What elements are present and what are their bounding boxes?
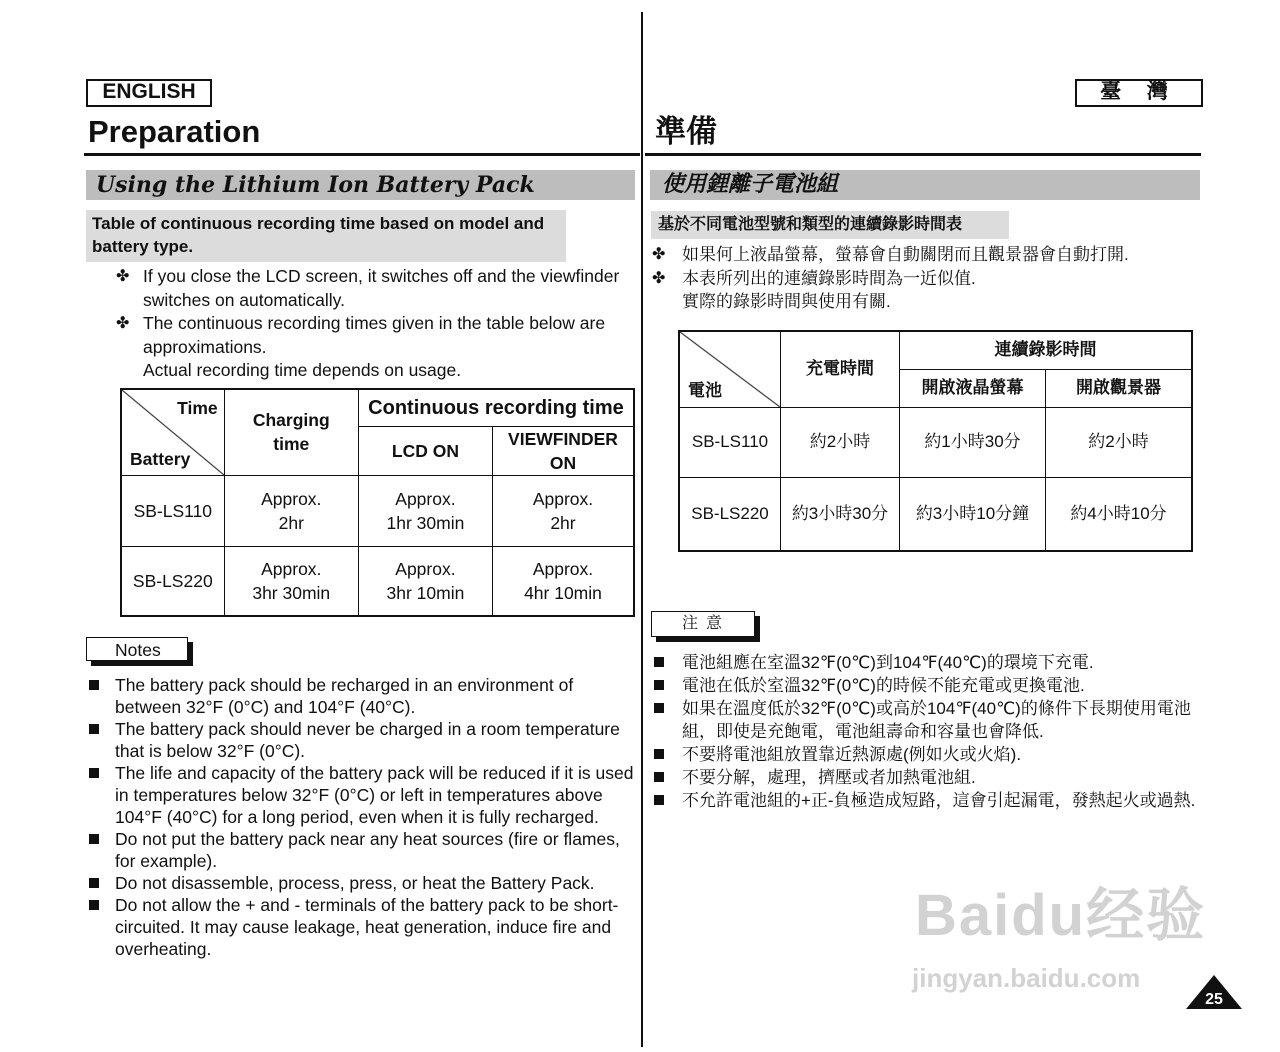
bullet-list-english: [86, 265, 638, 383]
header-viewfinder-on: 開啟觀景器: [1046, 369, 1193, 407]
cell-charging: 約2小時: [781, 407, 900, 477]
square-bullet-icon: [654, 680, 664, 690]
list-item: The battery pack should never be charged in a room temperature that is below 32°F (0°C).: [86, 718, 638, 762]
recording-time-table-english: [120, 388, 635, 617]
bullet-item-continuation: 實際的錄影時間與使用有關.: [682, 292, 891, 311]
square-bullet-icon: [89, 724, 99, 734]
title-rule-english: [84, 153, 640, 156]
table-caption-english: Table of continuous recording time based on model and battery type.: [86, 210, 566, 262]
cell-viewfinder: Approx. 4hr 10min: [492, 546, 634, 616]
notes-label-english: Notes: [86, 637, 188, 661]
language-label-taiwan: 臺 灣: [1075, 79, 1203, 107]
cell-viewfinder: 約4小時10分: [1046, 477, 1193, 551]
header-lcd-on: LCD ON: [358, 426, 492, 475]
cell-charging: Approx. 2hr: [224, 475, 358, 546]
notes-list-english: [86, 674, 638, 960]
bullet-item: ✤ The continuous recording times given in the table below are approximations.: [116, 313, 606, 357]
square-bullet-icon: [654, 772, 664, 782]
title-rule-taiwan: [645, 153, 1201, 156]
list-item: 電池在低於室溫32℉(0℃)的時候不能充電或更換電池.: [651, 674, 1199, 697]
cell-charging: Approx. 3hr 30min: [224, 546, 358, 616]
square-bullet-icon: [89, 900, 99, 910]
list-item: 如果在溫度低於32℉(0℃)或高於104℉(40℃)的條件下長期使用電池組，即使是充飽電，電池組壽命和容量也會降低.: [651, 697, 1199, 743]
recording-time-table-taiwan: [678, 330, 1193, 552]
page-title-taiwan: 準備: [655, 114, 717, 149]
cell-lcd: Approx. 3hr 10min: [358, 546, 492, 616]
cell-battery: SB-LS220: [679, 477, 781, 551]
table-caption-taiwan: 基於不同電池型號和類型的連續錄影時間表: [651, 211, 1009, 239]
header-lcd-on: 開啟液晶螢幕: [900, 369, 1046, 407]
square-bullet-icon: [654, 657, 664, 667]
cell-battery: SB-LS110: [121, 475, 224, 546]
table-row: [121, 475, 634, 546]
bullet-marker-icon: ✤: [652, 269, 666, 287]
bullet-item: ✤ 本表所列出的連續錄影時間為一近似值.: [650, 267, 1202, 291]
header-charging-time: Charging time: [224, 389, 358, 475]
corner-label-battery: 電池: [688, 380, 722, 400]
cell-viewfinder: 約2小時: [1046, 407, 1193, 477]
section-title-english: Using the Lithium Ion Battery Pack: [86, 170, 635, 200]
language-label-english: ENGLISH: [86, 79, 212, 107]
cell-battery: SB-LS110: [679, 407, 781, 477]
list-item: The battery pack should be recharged in an environment of between 32°F (0°C) and 104°F (40°C).: [86, 674, 638, 718]
cell-lcd: 約1小時30分: [900, 407, 1046, 477]
table-row: [679, 477, 1192, 551]
list-item: Do not disassemble, process, press, or heat the Battery Pack.: [86, 872, 638, 894]
corner-label-time: Time: [177, 398, 218, 418]
table-corner-cell: [121, 389, 224, 475]
list-item: 不要分解，處理，擠壓或者加熱電池組.: [651, 766, 1199, 789]
list-item: 不要將電池組放置靠近熱源處(例如火或火焰).: [651, 743, 1199, 766]
bullet-item: ✤ If you close the LCD screen, it switches off and the viewfinder switches on automatically.: [116, 266, 620, 310]
list-item: Do not allow the + and - terminals of the battery pack to be short-circuited. It may cause leakage, heat generation, induce fire and overheating.: [86, 894, 638, 960]
square-bullet-icon: [89, 768, 99, 778]
header-viewfinder-on: VIEWFINDER ON: [492, 426, 634, 475]
square-bullet-icon: [654, 795, 664, 805]
cell-lcd: 約3小時10分鐘: [900, 477, 1046, 551]
notes-list-taiwan: [651, 651, 1199, 812]
list-item: 不允許電池組的+正-負極造成短路，這會引起漏電，發熱起火或過熱.: [651, 789, 1199, 812]
bullet-item-continuation: Actual recording time depends on usage.: [143, 360, 462, 380]
table-row: [679, 407, 1192, 477]
header-charging-time: 充電時間: [781, 331, 900, 407]
bullet-marker-icon: ✤: [116, 268, 130, 285]
list-item: 電池組應在室溫32℉(0℃)到104℉(40℃)的環境下充電.: [651, 651, 1199, 674]
square-bullet-icon: [89, 878, 99, 888]
notes-label-taiwan: 注意: [651, 611, 755, 637]
list-item: The life and capacity of the battery pack will be reduced if it is used in temperatures below 32°F (0°C) or left in temperatures above 104°F (40°C) for a long period, even when it is fully recharged.: [86, 762, 638, 828]
square-bullet-icon: [89, 680, 99, 690]
page-number-badge: [1186, 975, 1242, 1009]
cell-lcd: Approx. 1hr 30min: [358, 475, 492, 546]
bullet-marker-icon: ✤: [116, 315, 130, 332]
square-bullet-icon: [89, 834, 99, 844]
center-divider: [641, 12, 643, 1047]
bullet-marker-icon: ✤: [652, 246, 666, 263]
page-title-english: Preparation: [88, 114, 261, 149]
section-title-taiwan: 使用鋰離子電池組: [650, 170, 1200, 200]
table-row: [121, 546, 634, 616]
square-bullet-icon: [654, 749, 664, 759]
cell-battery: SB-LS220: [121, 546, 224, 616]
header-continuous-recording: 連續錄影時間: [900, 331, 1193, 369]
bullet-list-taiwan: [650, 243, 1202, 314]
bullet-item: ✤ 如果何上液晶螢幕，螢幕會自動關閉而且觀景器會自動打開.: [650, 243, 1202, 267]
page-number: 25: [1205, 991, 1223, 1008]
corner-label-battery: Battery: [130, 448, 191, 469]
table-corner-cell: [679, 331, 781, 407]
watermark-url: jingyan.baidu.com: [912, 963, 1141, 993]
header-continuous-recording: Continuous recording time: [358, 389, 634, 426]
cell-charging: 約3小時30分: [781, 477, 900, 551]
list-item: Do not put the battery pack near any heat sources (fire or flames, for example).: [86, 828, 638, 872]
cell-viewfinder: Approx. 2hr: [492, 475, 634, 546]
watermark-brand: Baidu经验: [915, 883, 1207, 948]
square-bullet-icon: [654, 703, 664, 713]
